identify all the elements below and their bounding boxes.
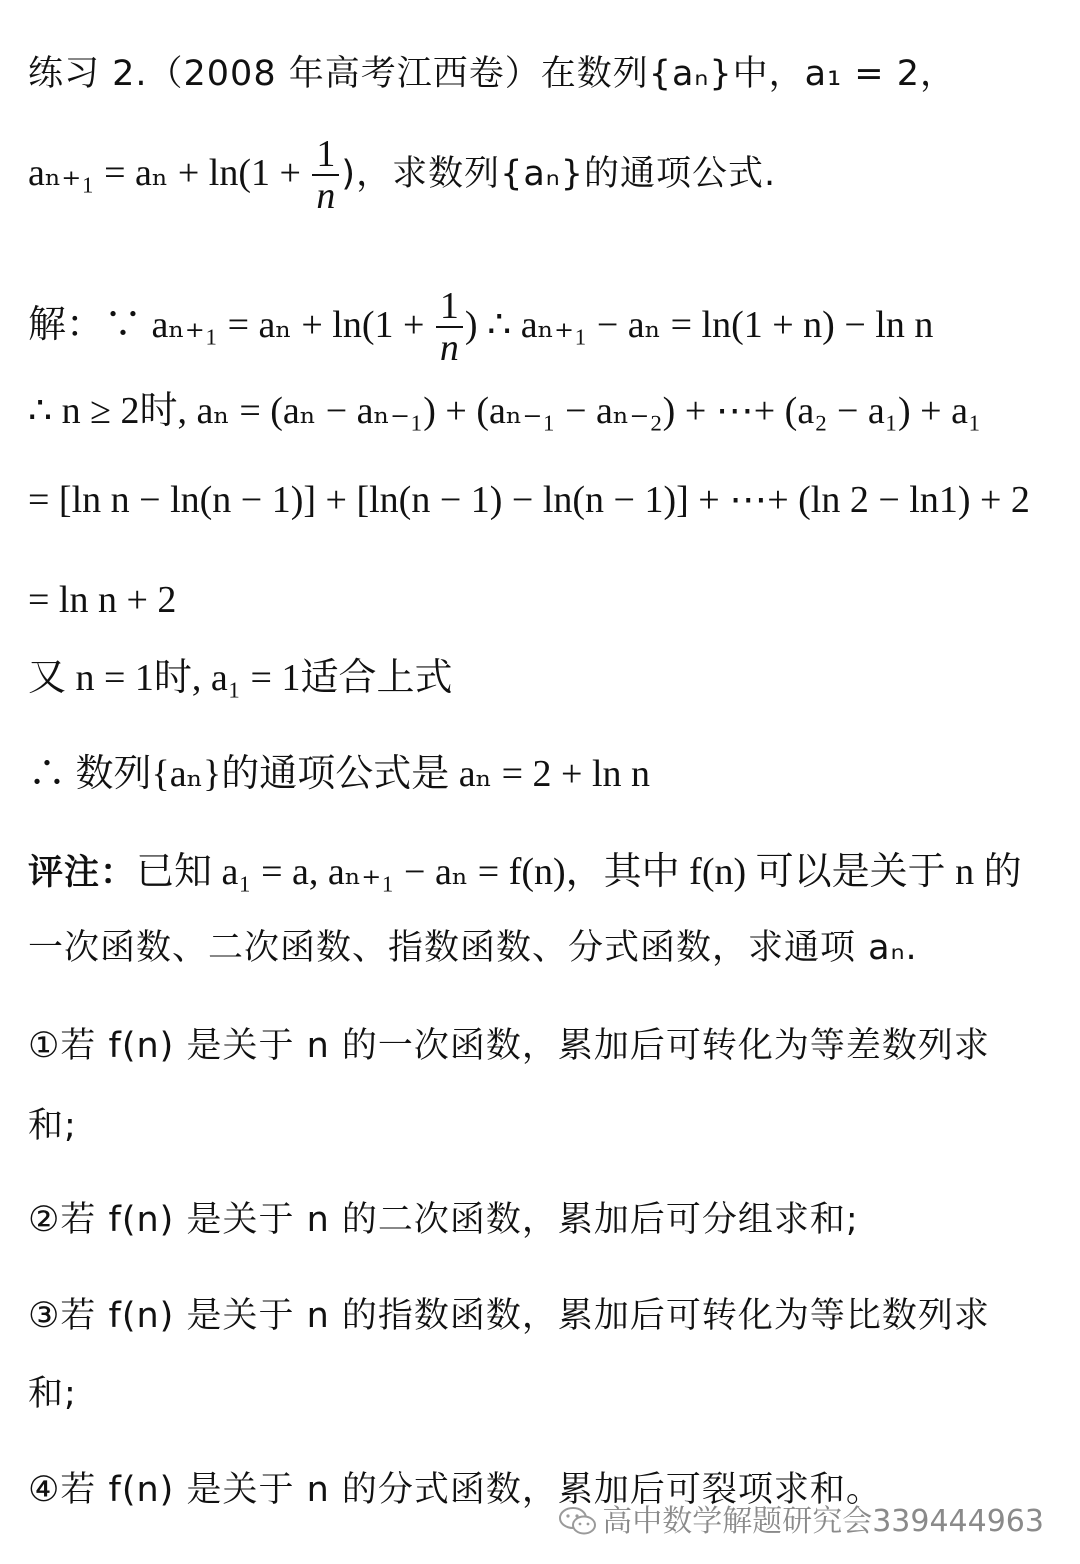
solution-line-4: = ln n + 2 [28, 579, 177, 621]
problem-question: )，求数列{aₙ}的通项公式. [341, 154, 777, 194]
recurrence-formula: aₙ₊₁ = aₙ + ln(1 + [28, 152, 311, 194]
problem-statement-line-2 [28, 134, 776, 216]
fraction [436, 286, 463, 368]
fraction-denominator: n [316, 175, 336, 217]
solution-difference: ) ∴ aₙ₊₁ − aₙ = ln(1 + n) − ln n [464, 304, 934, 346]
solution-given: 解：∵ aₙ₊₁ = aₙ + ln(1 + [28, 304, 434, 346]
comment-line-2: 一次函数、二次函数、指数函数、分式函数，求通项 aₙ. [28, 928, 918, 968]
comment-item-3-line-1: ③若 f(n) 是关于 n 的指数函数，累加后可转化为等比数列求 [28, 1296, 990, 1336]
problem-statement-line-1: 练习 2.（2008 年高考江西卷）在数列{aₙ}中，a₁ = 2， [28, 54, 956, 94]
comment-label: 评注： [28, 853, 137, 893]
fraction-numerator: 1 [436, 286, 463, 328]
solution-line-5: 又 n = 1时, a₁ = 1适合上式 [28, 657, 453, 699]
solution-conclusion: ∴ 数列{aₙ}的通项公式是 aₙ = 2 + ln n [28, 753, 651, 795]
comment-item-2: ②若 f(n) 是关于 n 的二次函数，累加后可分组求和; [28, 1200, 859, 1240]
watermark [558, 1496, 1044, 1540]
comment-line-1 [28, 850, 1022, 895]
comment-item-4: ④若 f(n) 是关于 n 的分式函数，累加后可裂项求和。 [28, 1470, 882, 1510]
solution-line-1 [28, 286, 933, 368]
comment-item-3-line-2: 和; [28, 1374, 77, 1414]
solution-line-2: ∴ n ≥ 2时, aₙ = (aₙ − aₙ₋₁) + (aₙ₋₁ − aₙ₋₂) + ⋯+ (a₂ − a₁) + a₁ [28, 390, 982, 432]
comment-item-1-line-2: 和; [28, 1106, 77, 1146]
fraction-denominator: n [439, 327, 459, 369]
wechat-icon [558, 1506, 598, 1536]
watermark-text: 高中数学解题研究会339444963 [602, 1504, 1044, 1539]
comment-text: 已知 a₁ = a, aₙ₊₁ − aₙ = f(n)，其中 f(n) 可以是关于 n 的 [136, 851, 1022, 893]
solution-line-3: = [ln n − ln(n − 1)] + [ln(n − 1) − ln(n − 1)] + ⋯+ (ln 2 − ln1) + 2 [28, 479, 1030, 521]
comment-item-1-line-1: ①若 f(n) 是关于 n 的一次函数，累加后可转化为等差数列求 [28, 1026, 990, 1066]
fraction [312, 134, 339, 216]
fraction-numerator: 1 [312, 134, 339, 176]
